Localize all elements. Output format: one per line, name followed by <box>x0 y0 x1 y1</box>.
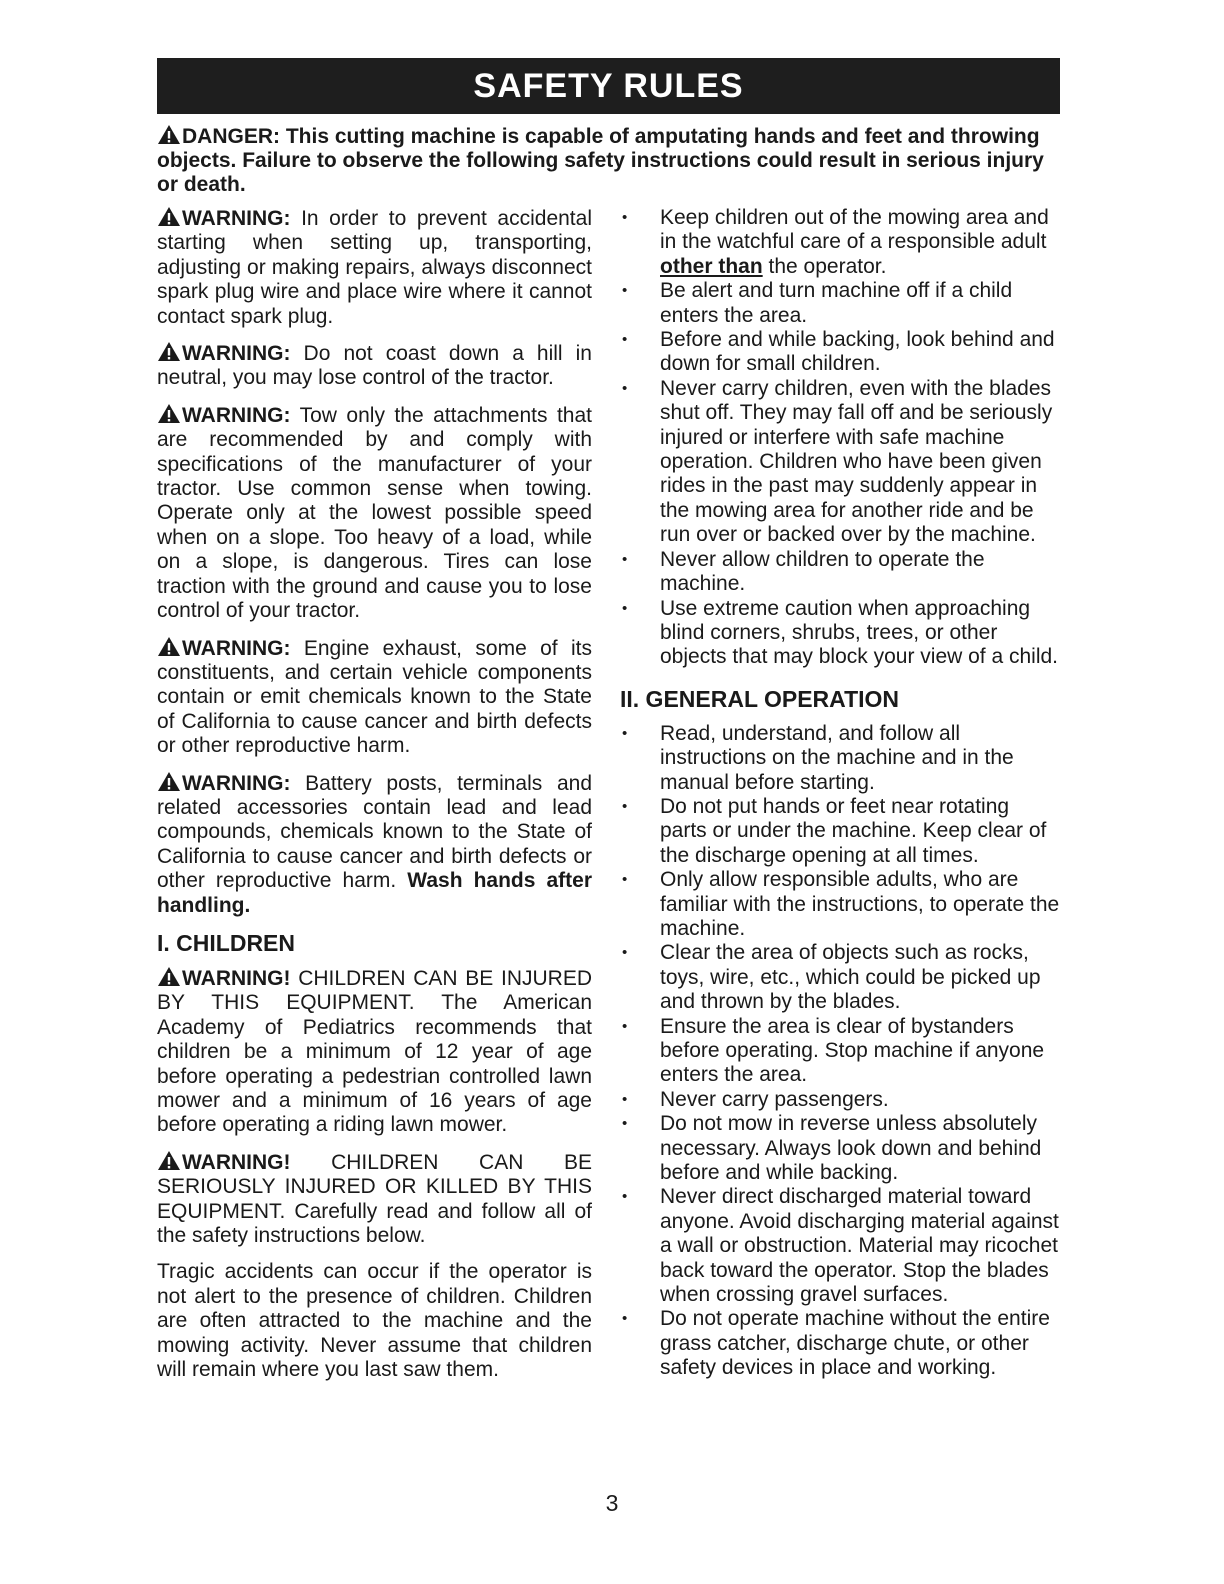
warning-triangle-icon <box>157 341 181 362</box>
warning-paragraph <box>157 771 592 918</box>
bullet-text: Keep children out of the mowing area and in the watchful care of a responsible adult <box>660 206 1049 254</box>
section-heading-general-operation: II. GENERAL OPERATION <box>620 685 900 712</box>
children-bullet-list <box>620 206 1060 670</box>
warning-label: WARNING: <box>182 636 291 660</box>
list-item: • Use extreme caution when approaching blind corners, shrubs, trees, or other objects that may block your view of a child. <box>620 597 1060 670</box>
list-item: • Clear the area of objects such as rocks, toys, wire, etc., which could be picked up and thrown by the blades. <box>620 941 1060 1014</box>
list-item: • Be alert and turn machine off if a child enters the area. <box>620 279 1060 328</box>
warning-label: WARNING: <box>182 771 291 795</box>
warning-text: Do not coast down a hill in neutral, you may lose control of the tractor. <box>157 342 592 390</box>
warning-triangle-icon <box>157 1150 181 1171</box>
page-number: 3 <box>605 1490 619 1516</box>
warning-triangle-icon <box>157 771 181 792</box>
body-paragraph: Tragic accidents can occur if the operator is not alert to the presence of children. Children are often attracted to the machine and the mowing activity. Never assume that children will remain where you last saw them. <box>157 1260 592 1382</box>
general-operation-bullet-list <box>620 722 1060 1381</box>
warning-paragraph <box>157 341 592 391</box>
warning-text: Battery posts, terminals and related accessories contain lead and lead compounds, chemicals known to the State of California to cause cancer and birth defects or other reproductive harm. <box>157 771 592 893</box>
danger-notice <box>157 124 1062 197</box>
warning-label: WARNING: <box>182 342 291 366</box>
warning-paragraph <box>157 966 592 1138</box>
warning-label: WARNING! <box>182 1150 291 1174</box>
warning-paragraph <box>157 1150 592 1249</box>
warning-text: Tow only the attachments that are recommended by and comply with specifications of the manufacturer of your tractor. Use common sense when towing. Operate only at the lowest possible speed when on a slope. Too heavy of a load, while on a slope, is dangerous. Tires can lose traction with the ground and cause you to lose control of your tractor. <box>157 403 592 623</box>
list-item: • Do not mow in reverse unless absolutely necessary. Always look down and behind before and while backing. <box>620 1112 1060 1185</box>
list-item: • Do not operate machine without the entire grass catcher, discharge chute, or other safety devices in place and working. <box>620 1307 1060 1380</box>
bullet-text: the operator. <box>762 254 887 278</box>
list-item: • Never direct discharged material toward anyone. Avoid discharging material against a wall or obstruction. Material may ricochet back toward the operator. Stop the blades when crossing gravel surfaces. <box>620 1185 1060 1307</box>
warning-triangle-icon <box>157 966 181 987</box>
warning-triangle-icon <box>157 206 181 227</box>
warning-triangle-icon <box>157 636 181 657</box>
list-item <box>620 206 1060 279</box>
danger-text: This cutting machine is capable of amputating hands and feet and throwing objects. Failure to observe the following safety instructions could result in serious injury or death. <box>157 125 1044 196</box>
list-item: • Only allow responsible adults, who are familiar with the instructions, to operate the machine. <box>620 868 1060 941</box>
warning-paragraph <box>157 403 592 624</box>
section-heading-children: I. CHILDREN <box>157 929 295 956</box>
list-item: • Never carry passengers. <box>620 1088 1060 1112</box>
warning-label: WARNING! <box>182 966 291 990</box>
emphasis-text: other than <box>660 254 763 278</box>
section-banner <box>157 58 1060 114</box>
warning-triangle-icon <box>157 124 181 145</box>
wash-hands-notice: Wash hands after handling. <box>157 869 593 917</box>
warning-paragraph <box>157 206 592 329</box>
warning-label: WARNING: <box>182 207 291 230</box>
danger-label: DANGER: <box>182 125 280 148</box>
warning-triangle-icon <box>157 403 181 424</box>
list-item: • Before and while backing, look behind and down for small children. <box>620 328 1060 377</box>
warning-text: Engine exhaust, some of its constituents, and certain vehicle components contain or emit chemicals known to the State of California to cause cancer and birth defects or other reproductive harm. <box>157 636 592 758</box>
warning-text: CHILDREN CAN BE SERIOUSLY INJURED OR KILLED BY THIS EQUIPMENT. Carefully read and follow all of the safety instructions below. <box>157 1150 592 1248</box>
warning-paragraph <box>157 636 592 759</box>
list-item: • Do not put hands or feet near rotating parts or under the machine. Keep clear of the discharge opening at all times. <box>620 795 1060 868</box>
warning-text: CHILDREN CAN BE INJURED BY THIS EQUIPMENT. The American Academy of Pediatrics recommends that children be a minimum of 12 year of age before operating a pedestrian controlled lawn mower and a minimum of 16 years of age before operating a riding lawn mower. <box>157 966 592 1137</box>
warning-label: WARNING: <box>182 403 291 427</box>
list-item: • Ensure the area is clear of bystanders before operating. Stop machine if anyone enters the area. <box>620 1015 1060 1088</box>
list-item: • Never allow children to operate the machine. <box>620 548 1060 597</box>
warning-text: In order to prevent accidental starting when setting up, transporting, adjusting or making repairs, always disconnect spark plug wire and place wire where it cannot contact spark plug. <box>157 207 592 328</box>
list-item: • Read, understand, and follow all instructions on the machine and in the manual before starting. <box>620 722 1060 795</box>
right-column <box>620 206 1060 1381</box>
list-item: • Never carry children, even with the blades shut off. They may fall off and be seriously injured or interfere with safe machine operation. Children who have been given rides in the past may suddenly appear in the mowing area for another ride and be run over or backed over by the machine. <box>620 377 1060 548</box>
left-column <box>157 206 592 1394</box>
page-title: SAFETY RULES <box>473 66 744 105</box>
